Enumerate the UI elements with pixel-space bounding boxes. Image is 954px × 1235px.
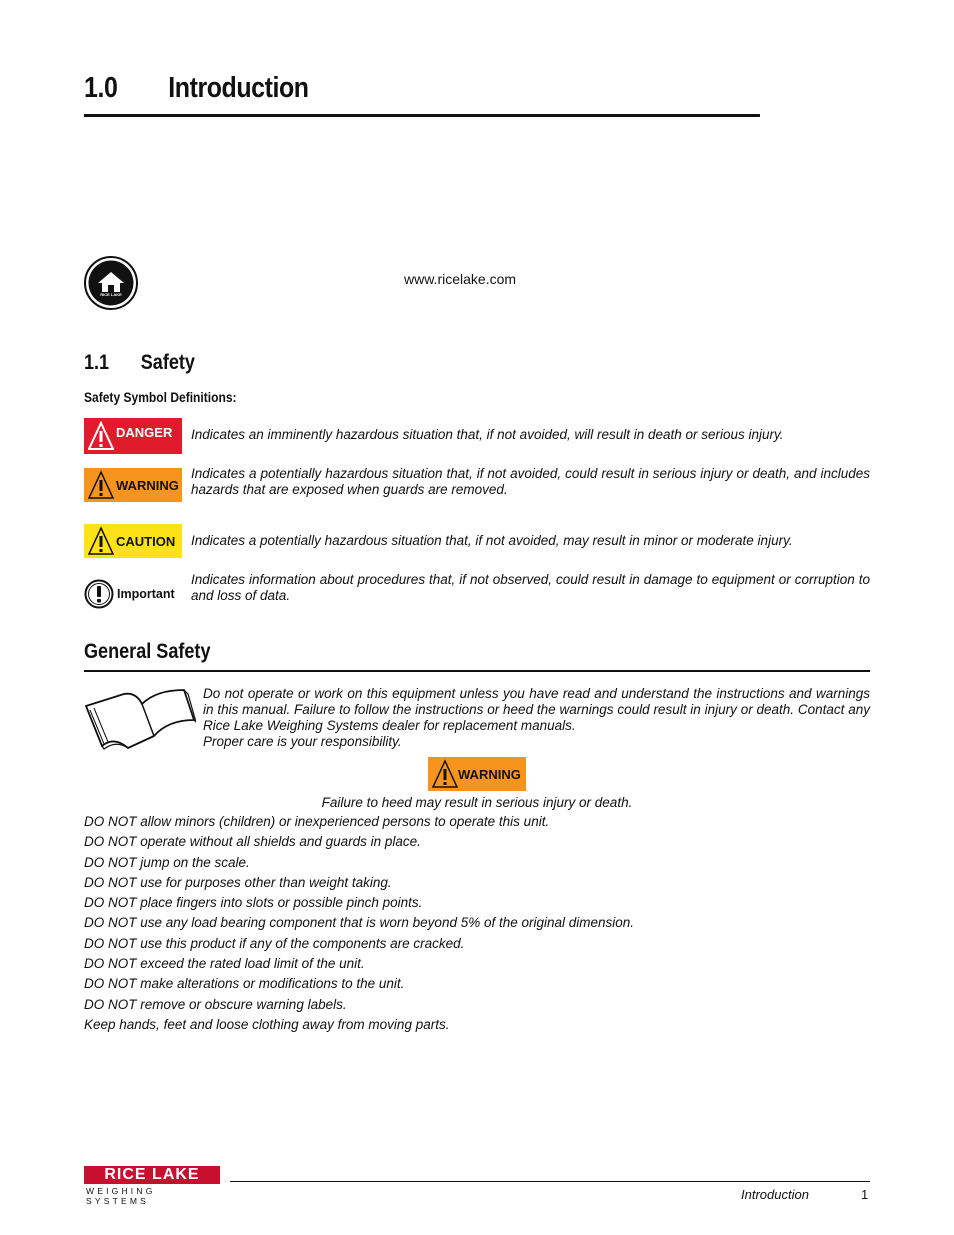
exclamation-circle-icon <box>84 579 114 609</box>
caution-icon <box>88 526 114 556</box>
important-label: Important <box>117 587 175 601</box>
list-item: DO NOT exceed the rated load limit of the unit. <box>84 956 365 972</box>
logo-sub-text: WEIGHING SYSTEMS <box>86 1186 156 1206</box>
safety-number: 1.1 <box>84 351 110 374</box>
important-description: Indicates information about procedures that, if not observed, could result in damage to equipment or corruption to and loss of data. <box>191 572 870 603</box>
important-badge <box>84 578 184 610</box>
danger-description: Indicates an imminently hazardous situation that, if not avoided, will result in death or serious injury. <box>191 427 784 442</box>
list-item: DO NOT use for purposes other than weight taking. <box>84 874 392 890</box>
caution-label: CAUTION <box>116 533 176 549</box>
list-item: DO NOT use this product if any of the components are cracked. <box>84 935 465 951</box>
section-number: 1.0 <box>84 72 118 104</box>
list-item: Keep hands, feet and loose clothing away from moving parts. <box>84 1016 450 1032</box>
failure-notice: Failure to heed may result in serious injury or death. <box>321 795 633 810</box>
list-item: DO NOT jump on the scale. <box>84 854 250 870</box>
list-item: DO NOT allow minors (children) or inexperienced persons to operate this unit. <box>84 814 550 829</box>
list-item: DO NOT place fingers into slots or possible pinch points. <box>84 895 423 911</box>
footer-divider <box>230 1181 870 1182</box>
warning-icon <box>432 759 458 789</box>
list-item: DO NOT make alterations or modifications to the unit. <box>84 976 405 992</box>
safety-rules-list <box>84 814 634 1037</box>
website-link[interactable]: www.ricelake.com <box>404 271 517 287</box>
logo-main-text: RICE LAKE <box>84 1166 220 1184</box>
list-item: DO NOT remove or obscure warning labels. <box>84 996 347 1012</box>
caution-badge <box>84 524 182 558</box>
care-notice: Proper care is your responsibility. <box>203 734 402 749</box>
warning-icon <box>88 470 114 500</box>
danger-icon <box>88 421 114 451</box>
danger-badge <box>84 418 182 454</box>
page-number: 1 <box>861 1187 869 1202</box>
safety-title: Safety <box>140 351 195 374</box>
safety-definitions-title: Safety Symbol Definitions: <box>84 389 237 405</box>
footer-section-name: Introduction <box>741 1187 809 1202</box>
list-item: DO NOT operate without all shields and guards in place. <box>84 834 421 850</box>
book-icon <box>84 686 196 750</box>
general-warning-label: WARNING <box>458 766 521 782</box>
manual-notice: Do not operate or work on this equipment unless you have read and understand the instructions and warnings in this manual. Failure to follow the instructions or heed the warnings could result in injury or death. Contact any Rice Lake Weighing Systems dealer for replacement manuals. <box>203 686 870 733</box>
page-title <box>84 72 760 117</box>
warning-label: WARNING <box>116 477 179 493</box>
list-item: DO NOT use any load bearing component that is worn beyond 5% of the original dimension. <box>84 915 635 931</box>
caution-description: Indicates a potentially hazardous situation that, if not avoided, may result in minor or moderate injury. <box>191 533 793 548</box>
danger-label: DANGER <box>116 424 173 440</box>
home-icon[interactable] <box>84 256 138 310</box>
safety-heading <box>84 351 195 375</box>
general-safety-title: General Safety <box>84 640 211 663</box>
home-icon-label: RICE LAKE <box>100 292 122 297</box>
general-safety-heading <box>84 640 870 672</box>
section-title: Introduction <box>168 72 309 104</box>
warning-description: Indicates a potentially hazardous situation that, if not avoided, could result in serious injury or death, and includes hazards that are exposed when guards are removed. <box>191 466 870 497</box>
rice-lake-logo <box>84 1166 224 1206</box>
general-warning-badge <box>428 757 526 791</box>
warning-badge <box>84 468 182 502</box>
